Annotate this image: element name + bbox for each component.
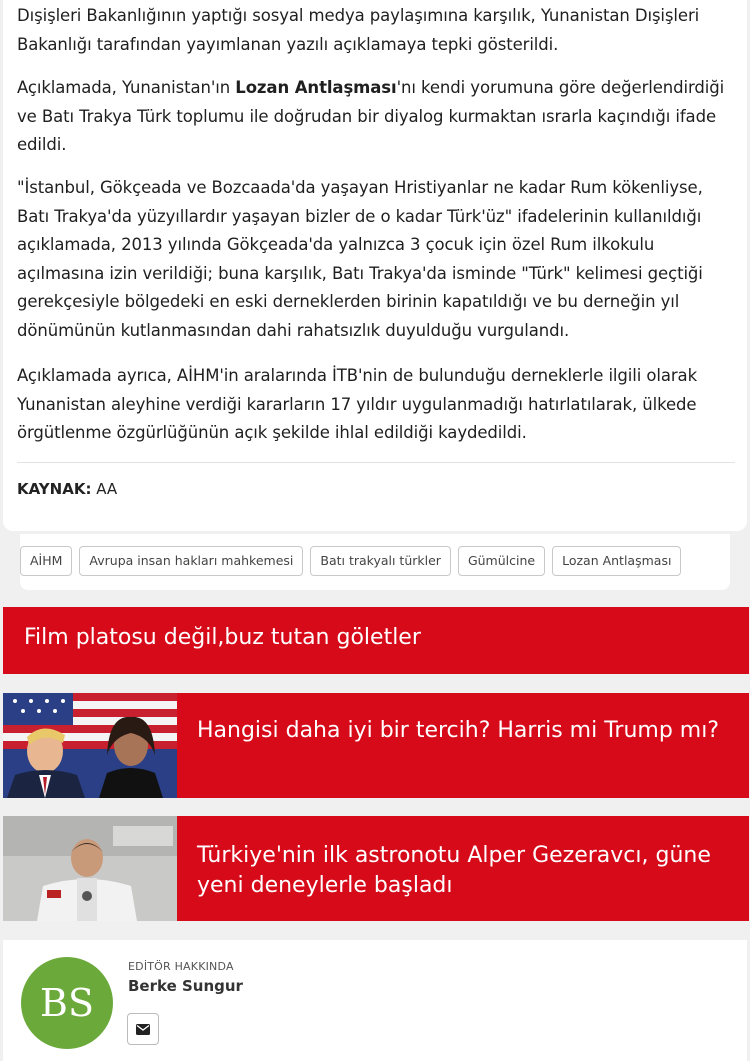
tags-section [20, 534, 730, 590]
tag-item[interactable]: Lozan Antlaşması [552, 546, 681, 576]
tag-item[interactable]: Avrupa insan hakları mahkemesi [79, 546, 303, 576]
article-paragraph: "İstanbul, Gökçeada ve Bozcaada'da yaşayan Hristiyanlar ne kadar Rum kökenliyse, Batı Trakya'da yüzyıllardır yaşayan bizler de o kadar Türk'üz" ifadelerinin kullanıldığı açıklamada, 2013 yılında Gökçeada'da yalnızca 3 çocuk için özel Rum ilkokulu açılmasına izin verildiği; buna karşılık, Batı Trakya'da isminde "Türk" kelimesi geçtiği gerekçesiyle bölgedeki en eski derneklerden birinin kapatıldığı ve bu derneğin yıl dönümünün kutlanmasından dahi rahatsızlık duyulduğu vurgulandı. [17, 178, 703, 340]
tag-item[interactable]: Batı trakyalı türkler [310, 546, 451, 576]
news-thumbnail-image [3, 693, 177, 798]
related-news-title: Hangisi daha iyi bir tercih? Harris mi Trump mı? [197, 718, 720, 743]
paragraph-text: 'nı kendi yorumuna göre değerlendirdiği ve Batı Trakya Türk toplumu ile doğrudan bir diyalog kurmaktan ısrarla kaçındığı ifade edildi. [17, 78, 725, 154]
email-button[interactable] [127, 1013, 159, 1045]
article-paragraph: Dışişleri Bakanlığının yaptığı sosyal medya paylaşımına karşılık, Yunanistan Dışişleri Bakanlığı tarafından yayımlanan yazılı açıklamaya tepki gösterildi. [17, 6, 700, 54]
paragraph-text: Açıklamada, Yunanistan'ın [17, 78, 236, 97]
source-line [17, 480, 117, 498]
related-news-card[interactable] [3, 693, 749, 798]
editor-name[interactable]: Berke Sungur [128, 977, 243, 995]
avatar[interactable]: BS [21, 957, 113, 1049]
editor-about-card [3, 940, 747, 1061]
tag-item[interactable]: AİHM [20, 546, 72, 576]
source-value: AA [91, 480, 118, 498]
source-label: KAYNAK: [17, 480, 92, 498]
article-paragraph: Açıklamada ayrıca, AİHM'in aralarında İTB'nin de bulunduğu derneklerle ilgili olarak Yunanistan aleyhine verdiği kararların 17 yıldır uygulanmadığı hatırlatılarak, ülkede örgütlenme özgürlüğünün açık şekilde ihlal edildiği kaydedildi. [17, 366, 698, 442]
related-news-card[interactable] [3, 607, 749, 674]
lozan-link[interactable]: Lozan Antlaşması [235, 78, 397, 97]
related-news-card[interactable] [3, 816, 749, 921]
editor-label: EDİTÖR HAKKINDA [128, 960, 234, 973]
related-news-title: Film platosu değil,buz tutan göletler [24, 625, 421, 650]
related-news-title: Türkiye'nin ilk astronotu Alper Gezeravcı, güne yeni deneylerle başladı [197, 843, 711, 898]
news-thumbnail-image [3, 816, 177, 921]
tag-list [20, 546, 681, 576]
article-paragraph [17, 74, 737, 160]
mail-icon [136, 1020, 150, 1039]
tag-item[interactable]: Gümülcine [458, 546, 545, 576]
article-body [3, 0, 747, 531]
divider [17, 462, 735, 463]
